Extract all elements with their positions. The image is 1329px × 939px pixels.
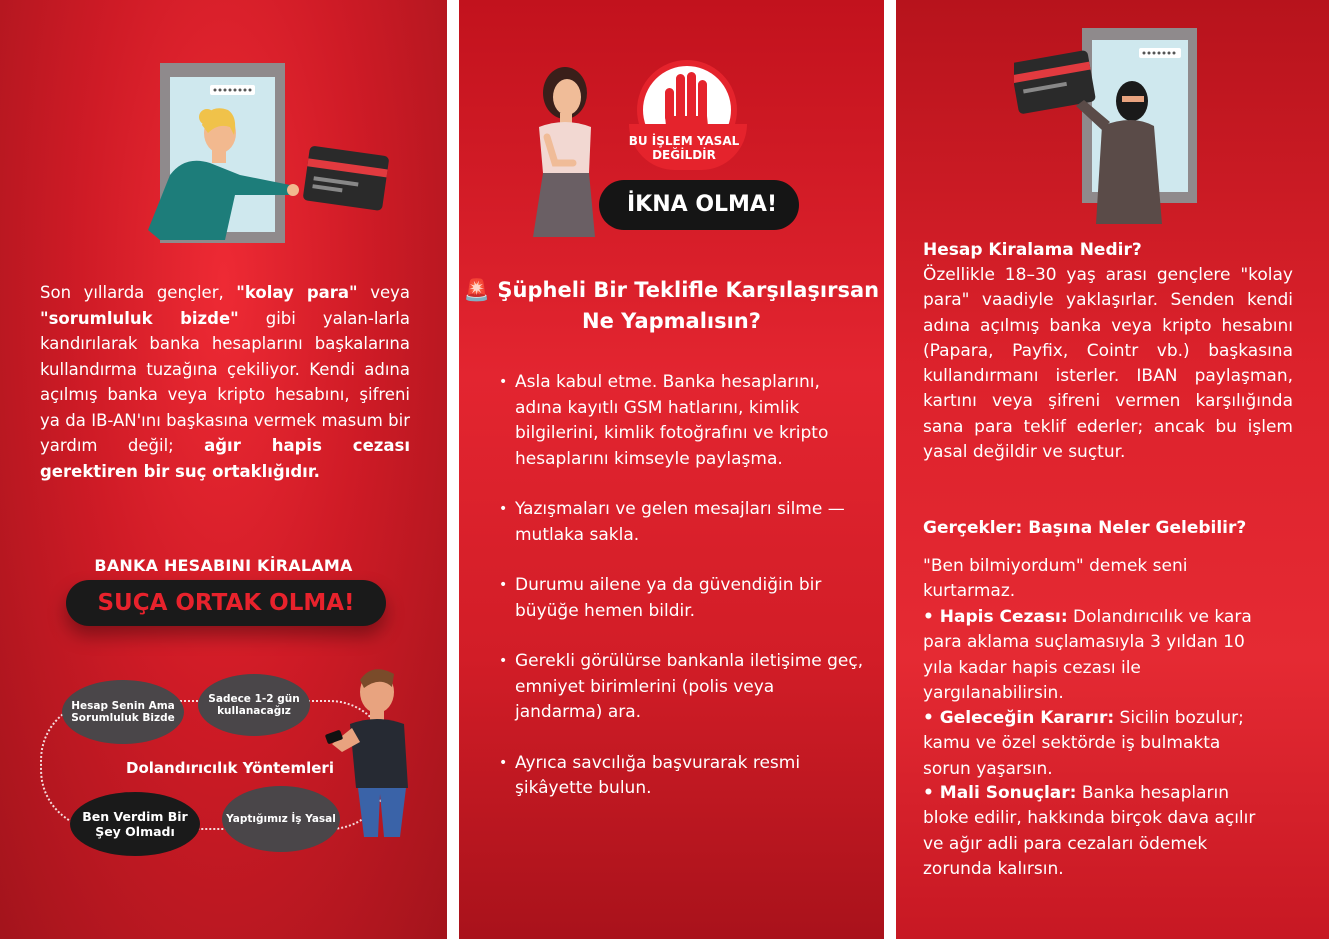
man-with-phone-illustration bbox=[322, 662, 417, 840]
scam-bubble-legal: Yaptığımız İş Yasal bbox=[222, 786, 340, 852]
middle-panel bbox=[459, 0, 884, 939]
thief-with-card-illustration bbox=[1014, 26, 1214, 226]
what-is-paragraph: Özellikle 18–30 yaş arası gençlere "kolay para" vaadiyle yaklaşırlar. Senden kendi adına açılmış banka veya kripto hesabını (Papara, Payfix, Cointr vb.) başkasına kullandırmanı isterler. IBAN paylaşman, kartını veya şifreni vermen karşılığında sana para teklif ederler; ancak bu işlem yasal değildir ve suçtur. bbox=[923, 265, 1293, 463]
methods-title: Dolandırıcılık Yöntemleri bbox=[126, 759, 334, 777]
mid-title: 🚨 Şüpheli Bir Teklifle Karşılaşırsan Ne Yapmalısın? bbox=[463, 278, 880, 333]
left-panel bbox=[0, 0, 447, 939]
heading-consequences: Gerçekler: Başına Neler Gelebilir? bbox=[923, 518, 1247, 538]
list-item: • Yazışmaları ve gelen mesajları silme — mutlaka sakla. bbox=[497, 497, 867, 548]
consequence-future: • Geleceğin Kararır: Sicilin bozulur; kamu ve özel sektörde iş bulmakta sorun yaşarsın. bbox=[923, 708, 1244, 779]
list-item: • Asla kabul etme. Banka hesaplarını, adına kayıtlı GSM hatlarını, kimlik bilgilerini, kimlik fotoğrafını ve kripto hesaplarını kimseyle paylaşma. bbox=[497, 370, 867, 472]
sad-woman-illustration bbox=[525, 65, 605, 240]
promo-pill: SUÇA ORTAK OLMA! bbox=[66, 580, 386, 626]
promo-line: BANKA HESABINI KİRALAMA bbox=[94, 556, 353, 575]
intro-line: "Ben bilmiyordum" demek seni kurtarmaz. bbox=[923, 556, 1188, 602]
advice-list bbox=[497, 370, 867, 827]
siren-icon: 🚨 bbox=[463, 278, 491, 302]
scam-bubble-responsibility: Hesap Senin Ama Sorumluluk Bizde bbox=[62, 680, 184, 744]
consequence-financial: • Mali Sonuçlar: Banka hesapların bloke edilir, hakkında birçok dava açılır ve ağır adli para cezaları ödemek zorunda kalırsın. bbox=[923, 783, 1256, 879]
intro-paragraph: Son yıllarda gençler, "kolay para" veya "sorumluluk bizde" gibi yalan-larla kandırılarak banka hesaplarını başkalarına kullandırma tuzağına çekiliyor. Kendi adına açılmış banka veya kripto hesabını, şifreni ya da IB-AN'ını başkasına vermek masum bir yardım değil; ağır hapis cezası gerektiren bir suç ortaklığıdır. bbox=[40, 283, 410, 481]
scam-bubble-nothing-happened: Ben Verdim Bir Şey Olmadı bbox=[70, 792, 200, 856]
ikna-pill: İKNA OLMA! bbox=[599, 180, 799, 230]
scam-bubble-short-use: Sadece 1-2 gün kullanacağız bbox=[198, 674, 310, 736]
woman-handing-card-illustration bbox=[130, 55, 400, 245]
heading-what-is: Hesap Kiralama Nedir? bbox=[923, 240, 1142, 260]
stop-badge-text: BU İŞLEM YASAL DEĞİLDİR bbox=[628, 134, 740, 162]
list-item: • Ayrıca savcılığa başvurarak resmi şikâyette bulun. bbox=[497, 751, 867, 802]
list-item: • Durumu ailene ya da güvendiğin bir büyüğe hemen bildir. bbox=[497, 573, 867, 624]
list-item: • Gerekli görülürse bankanla iletişime geç, emniyet birimlerini (polis veya jandarma) ara. bbox=[497, 649, 867, 726]
consequence-prison: • Hapis Cezası: Dolandırıcılık ve kara para aklama suçlamasıyla 3 yıldan 10 yıla kadar hapis cezası ile yargılanabilirsin. bbox=[923, 607, 1252, 703]
right-panel bbox=[896, 0, 1329, 939]
